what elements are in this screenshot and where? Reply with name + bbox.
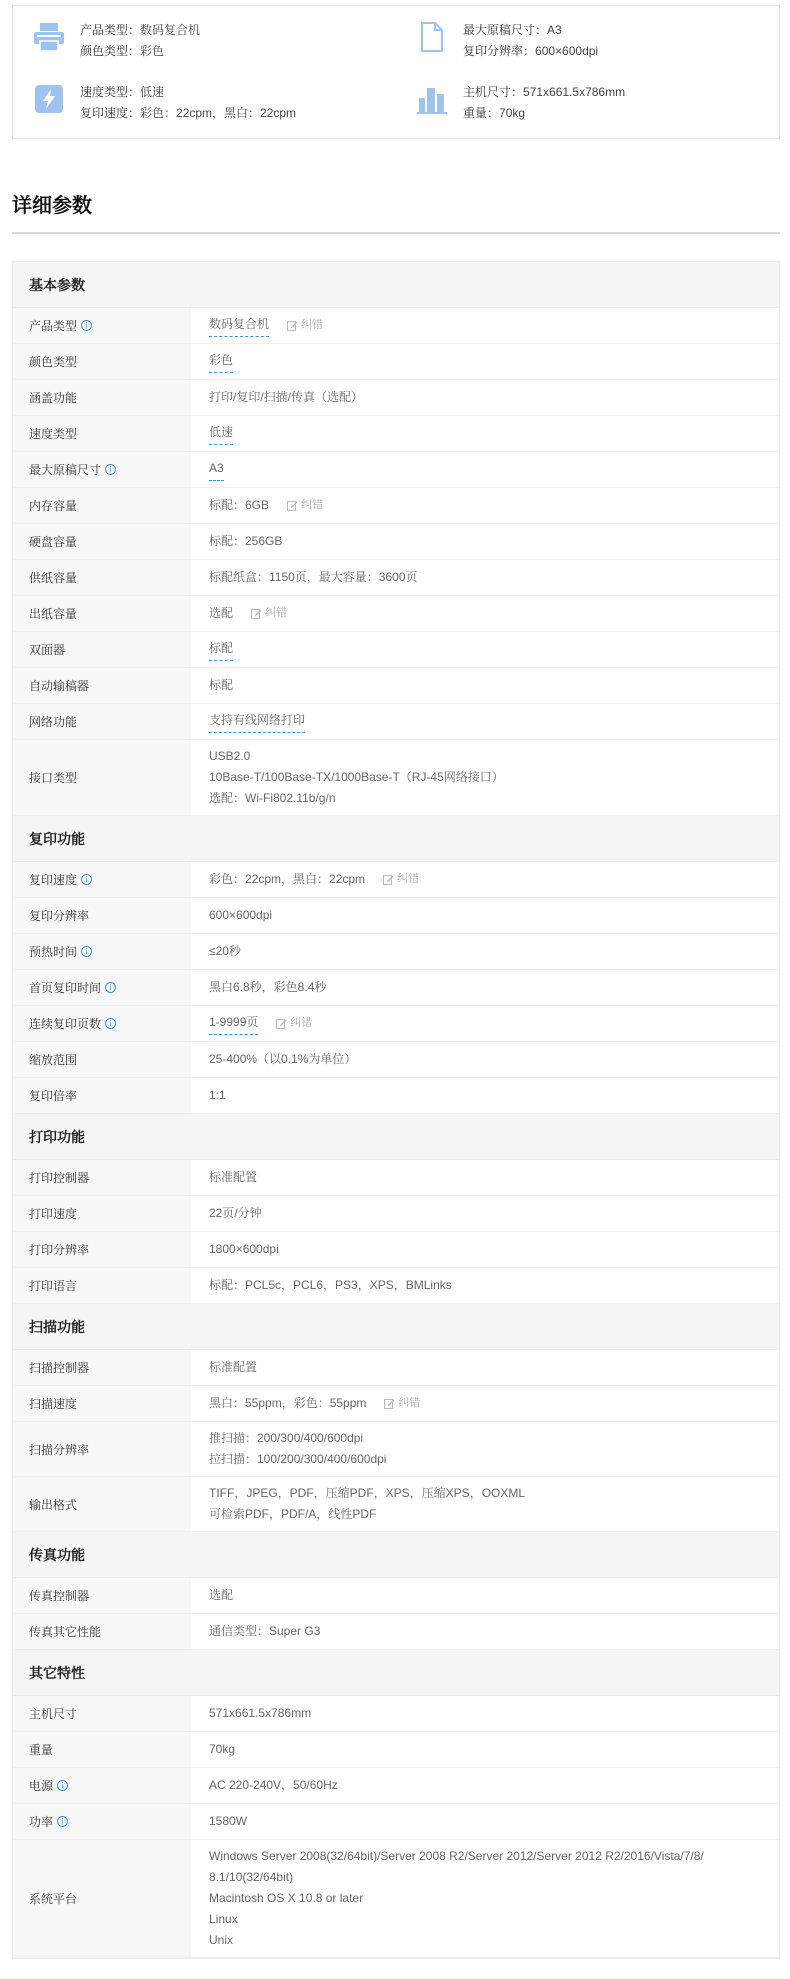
summary-label: 速度类型： (80, 85, 141, 99)
spec-value-link[interactable]: 标配 (209, 638, 233, 661)
spec-value-link[interactable]: 支持有线网络打印 (209, 710, 305, 733)
spec-name-cell (13, 1078, 191, 1113)
spec-value: 1:1 (209, 1088, 226, 1102)
report-error-link[interactable] (383, 869, 419, 890)
spec-name: 传真控制器 (29, 1589, 90, 1603)
spec-value-link[interactable]: 低速 (209, 422, 233, 445)
spec-value-cell (191, 1578, 779, 1613)
spec-name: 打印分辨率 (29, 1243, 90, 1257)
divider (12, 232, 780, 234)
spec-name: 缩放范围 (29, 1053, 78, 1067)
info-icon[interactable]: i (81, 874, 92, 885)
spec-value-cell (191, 308, 779, 343)
spec-name-cell (13, 898, 191, 933)
printer-icon (32, 20, 66, 54)
spec-name-cell (13, 1578, 191, 1613)
summary-value: 低速 (140, 85, 165, 99)
spec-value-cell (191, 1196, 779, 1231)
spec-value-cell (191, 934, 779, 969)
spec-value: AC 220-240V，50/60Hz (209, 1778, 338, 1792)
spec-name: 系统平台 (29, 1892, 78, 1906)
spec-name-cell (13, 934, 191, 969)
info-icon[interactable]: i (105, 982, 116, 993)
spec-row (13, 1268, 779, 1304)
spec-row (13, 934, 779, 970)
spec-name-cell (13, 452, 191, 487)
report-error-label: 纠错 (398, 1397, 421, 1409)
spec-name-cell (13, 560, 191, 595)
section-header: 扫描功能 (13, 1304, 779, 1350)
spec-name-cell (13, 524, 191, 559)
spec-value-cell (191, 1477, 779, 1531)
spec-value: 70kg (209, 1742, 236, 1756)
spec-name: 内存容量 (29, 499, 78, 513)
spec-value: 黑白6.8秒，彩色8.4秒 (209, 980, 327, 994)
summary-label: 主机尺寸： (463, 85, 524, 99)
spec-row (13, 1386, 779, 1422)
spec-row (13, 1477, 779, 1532)
spec-value: 标配：256GB (209, 534, 283, 548)
spec-value-cell (191, 862, 779, 897)
spec-name: 产品类型 (29, 319, 78, 333)
summary-item-dimensions (415, 82, 625, 124)
spec-name-cell (13, 632, 191, 667)
report-error-label: 纠错 (301, 319, 324, 331)
summary-item-speed (32, 82, 296, 124)
spec-row (13, 1696, 779, 1732)
building-icon (415, 82, 449, 116)
summary-label: 产品类型： (80, 23, 141, 37)
info-icon[interactable]: i (105, 1018, 116, 1029)
spec-value: 22页/分钟 (209, 1206, 262, 1220)
spec-value-cell (191, 1422, 779, 1476)
spec-value-link[interactable]: 1-9999页 (209, 1012, 258, 1035)
spec-name: 打印控制器 (29, 1171, 90, 1185)
section-header: 传真功能 (13, 1532, 779, 1578)
spec-value: Unix (209, 1933, 234, 1947)
spec-value: 1580W (209, 1814, 248, 1828)
spec-value: 推扫描：200/300/400/600dpi (209, 1431, 364, 1445)
spec-row (13, 862, 779, 898)
spec-name-cell (13, 1696, 191, 1731)
info-icon[interactable]: i (57, 1780, 68, 1791)
spec-value: 选配 (209, 1588, 234, 1602)
document-icon (415, 20, 449, 54)
summary-value: 600×600dpi (535, 44, 599, 58)
spec-value-cell (191, 1350, 779, 1385)
spec-value: 10Base-T/100Base-TX/1000Base-T（RJ-45网络接口） (209, 770, 504, 784)
spec-value-cell (191, 380, 779, 415)
spec-value-cell (191, 704, 779, 739)
spec-value: 25-400%（以0.1%为单位） (209, 1052, 357, 1066)
summary-value: 571x661.5x786mm (523, 85, 626, 99)
spec-row (13, 668, 779, 704)
section-header: 其它特性 (13, 1650, 779, 1696)
spec-value-cell (191, 1732, 779, 1767)
spec-value: 选配 (209, 606, 234, 620)
spec-name-cell (13, 1840, 191, 1957)
spec-name-cell (13, 970, 191, 1005)
report-error-link[interactable] (384, 1393, 420, 1414)
spec-name-cell (13, 308, 191, 343)
spec-value-cell (191, 1614, 779, 1649)
summary-card (12, 5, 780, 139)
spec-value: 1800×600dpi (209, 1242, 279, 1256)
spec-name-cell (13, 1350, 191, 1385)
spec-value-cell (191, 1006, 779, 1041)
spec-value: 标配 (209, 678, 234, 692)
spec-row (13, 380, 779, 416)
spec-name: 电源 (29, 1779, 54, 1793)
spec-value-cell (191, 1078, 779, 1113)
spec-row (13, 1804, 779, 1840)
spec-row (13, 560, 779, 596)
spec-name: 重量 (29, 1743, 54, 1757)
info-icon[interactable]: i (81, 320, 92, 331)
spec-name-cell (13, 416, 191, 451)
spec-value: USB2.0 (209, 749, 251, 763)
spec-name: 功率 (29, 1815, 54, 1829)
spec-value-cell (191, 1268, 779, 1303)
spec-value-cell (191, 1768, 779, 1803)
spec-value: 选配：Wi-Fi802.11b/g/n (209, 791, 336, 805)
report-error-label: 纠错 (301, 499, 324, 511)
spec-name: 复印分辨率 (29, 909, 90, 923)
spec-value-cell (191, 632, 779, 667)
spec-name: 扫描分辨率 (29, 1442, 90, 1457)
spec-value: 标配：6GB (209, 498, 270, 512)
spec-name: 自动输稿器 (29, 679, 90, 693)
spec-value-cell (191, 1696, 779, 1731)
summary-label: 复印速度： (80, 106, 141, 120)
spec-name: 预热时间 (29, 945, 78, 959)
spec-row (13, 524, 779, 560)
spec-name-cell (13, 344, 191, 379)
summary-value: A3 (547, 23, 562, 37)
spec-name-cell (13, 1196, 191, 1231)
spec-name: 连续复印页数 (29, 1017, 102, 1031)
spec-value: 571x661.5x786mm (209, 1706, 312, 1720)
spec-name-cell (13, 1268, 191, 1303)
summary-item-product-type (32, 20, 200, 62)
spec-value: 标配纸盒：1150页，最大容量：3600页 (209, 570, 418, 584)
spec-value-cell (191, 596, 779, 631)
section-header: 打印功能 (13, 1114, 779, 1160)
spec-value-cell (191, 524, 779, 559)
spec-value-cell (191, 1804, 779, 1839)
spec-name-cell (13, 1386, 191, 1421)
spec-value-cell (191, 1386, 779, 1421)
section-header: 复印功能 (13, 816, 779, 862)
spec-row (13, 1350, 779, 1386)
spec-name-cell (13, 1232, 191, 1267)
spec-value: Linux (209, 1912, 238, 1926)
spec-row (13, 1160, 779, 1196)
spec-row (13, 1232, 779, 1268)
spec-row (13, 1578, 779, 1614)
report-error-link[interactable] (287, 495, 323, 516)
spec-row (13, 632, 779, 668)
spec-table (12, 261, 780, 1959)
info-icon[interactable]: i (105, 464, 116, 475)
report-error-label: 纠错 (265, 607, 288, 619)
spec-name-cell (13, 488, 191, 523)
spec-name-cell (13, 596, 191, 631)
spec-name-cell (13, 1422, 191, 1476)
spec-row (13, 1840, 779, 1958)
spec-name-cell (13, 704, 191, 739)
spec-value: 打印/复印/扫描/传真（选配） (209, 390, 364, 404)
spec-row (13, 416, 779, 452)
spec-value-cell (191, 1042, 779, 1077)
spec-row (13, 596, 779, 632)
spec-value: 标准配置 (209, 1360, 258, 1374)
spec-name: 首页复印时间 (29, 981, 102, 995)
spec-name-cell (13, 1804, 191, 1839)
spec-value: 标准配置 (209, 1170, 258, 1184)
spec-name-cell (13, 1042, 191, 1077)
spec-value: 标配：PCL5c，PCL6，PS3，XPS，BMLinks (209, 1278, 452, 1292)
spec-value-cell (191, 452, 779, 487)
spec-name: 速度类型 (29, 427, 78, 441)
spec-name-cell (13, 1732, 191, 1767)
spec-value: Windows Server 2008(32/64bit)/Server 2008 R2/Server 2012/Server 2012 R2/2016/Vista/7/8/ (209, 1849, 704, 1863)
spec-name: 供纸容量 (29, 571, 78, 585)
spec-value-cell (191, 344, 779, 379)
spec-row (13, 452, 779, 488)
spec-value: 黑白：55ppm，彩色：55ppm (209, 1396, 367, 1410)
report-error-link[interactable] (276, 1013, 312, 1034)
spec-name: 扫描控制器 (29, 1361, 90, 1375)
spec-name: 主机尺寸 (29, 1707, 78, 1721)
spec-value: 拉扫描：100/200/300/400/600dpi (209, 1452, 387, 1466)
spec-value-cell (191, 1160, 779, 1195)
spec-name: 最大原稿尺寸 (29, 463, 102, 477)
spec-name-cell (13, 1006, 191, 1041)
section-header: 基本参数 (13, 262, 779, 308)
summary-value: 彩色：22cpm，黑白：22cpm (140, 106, 297, 120)
spec-name-cell (13, 1477, 191, 1531)
spec-value: TIFF，JPEG，PDF，压缩PDF，XPS，压缩XPS，OOXML (209, 1486, 526, 1500)
info-icon[interactable]: i (57, 1816, 68, 1827)
spec-name: 硬盘容量 (29, 535, 78, 549)
summary-label: 重量： (463, 106, 500, 120)
spec-row (13, 1078, 779, 1114)
spec-name: 涵盖功能 (29, 391, 78, 405)
spec-row (13, 1196, 779, 1232)
spec-value-cell (191, 668, 779, 703)
spec-name: 双面器 (29, 643, 66, 657)
report-error-label: 纠错 (290, 1017, 313, 1029)
spec-value-cell (191, 1840, 779, 1957)
summary-item-max-size (415, 20, 598, 62)
spec-value-cell (191, 560, 779, 595)
spec-row (13, 1732, 779, 1768)
spec-row (13, 704, 779, 740)
spec-name-cell (13, 862, 191, 897)
summary-value: 数码复合机 (140, 23, 201, 37)
spec-name-cell (13, 668, 191, 703)
spec-value: 彩色：22cpm，黑白：22cpm (209, 872, 366, 886)
spec-value: 8.1/10(32/64bit) (209, 1870, 294, 1884)
spec-value: 可检索PDF，PDF/A，线性PDF (209, 1507, 377, 1521)
spec-row (13, 344, 779, 380)
spec-name: 传真其它性能 (29, 1625, 102, 1639)
spec-row (13, 1042, 779, 1078)
report-error-link[interactable] (287, 315, 323, 336)
spec-row (13, 740, 779, 816)
spec-name-cell (13, 740, 191, 815)
spec-name-cell (13, 1614, 191, 1649)
spec-value: ≤20秒 (209, 944, 241, 958)
spec-name: 接口类型 (29, 771, 78, 785)
summary-label: 最大原稿尺寸： (463, 23, 548, 37)
detail-params-title: 详细参数 (12, 195, 92, 217)
report-error-link[interactable] (251, 603, 287, 624)
spec-row (13, 1006, 779, 1042)
spec-row (13, 1422, 779, 1477)
spec-row (13, 308, 779, 344)
spec-row (13, 488, 779, 524)
spec-name-cell (13, 380, 191, 415)
spec-value-link[interactable]: A3 (209, 458, 224, 481)
spec-value-link[interactable]: 数码复合机 (209, 314, 269, 337)
spec-value-cell (191, 898, 779, 933)
spec-name: 颜色类型 (29, 355, 78, 369)
spec-value-cell (191, 1232, 779, 1267)
spec-name-cell (13, 1160, 191, 1195)
spec-name: 出纸容量 (29, 607, 78, 621)
spec-row (13, 1614, 779, 1650)
info-icon[interactable]: i (81, 946, 92, 957)
spec-name: 打印速度 (29, 1207, 78, 1221)
spec-value-cell (191, 740, 779, 815)
spec-name: 输出格式 (29, 1497, 78, 1512)
spec-name: 复印倍率 (29, 1089, 78, 1103)
spec-name-cell (13, 1768, 191, 1803)
summary-label: 颜色类型： (80, 44, 141, 58)
spec-value-cell (191, 416, 779, 451)
spec-value-cell (191, 488, 779, 523)
summary-label: 复印分辨率： (463, 44, 536, 58)
spec-name: 打印语言 (29, 1279, 78, 1293)
report-error-label: 纠错 (397, 873, 420, 885)
summary-value: 70kg (499, 106, 526, 120)
spec-value-link[interactable]: 彩色 (209, 350, 233, 373)
spec-name: 网络功能 (29, 715, 78, 729)
spec-value: 600×600dpi (209, 908, 273, 922)
spec-value: Macintosh OS X 10.8 or later (209, 1891, 364, 1905)
spec-row (13, 1768, 779, 1804)
spec-name: 扫描速度 (29, 1397, 78, 1411)
spec-value: 通信类型：Super G3 (209, 1624, 321, 1638)
summary-value: 彩色 (140, 44, 165, 58)
spec-row (13, 970, 779, 1006)
lightning-icon (32, 82, 66, 116)
spec-row (13, 898, 779, 934)
spec-name: 复印速度 (29, 873, 78, 887)
spec-value-cell (191, 970, 779, 1005)
